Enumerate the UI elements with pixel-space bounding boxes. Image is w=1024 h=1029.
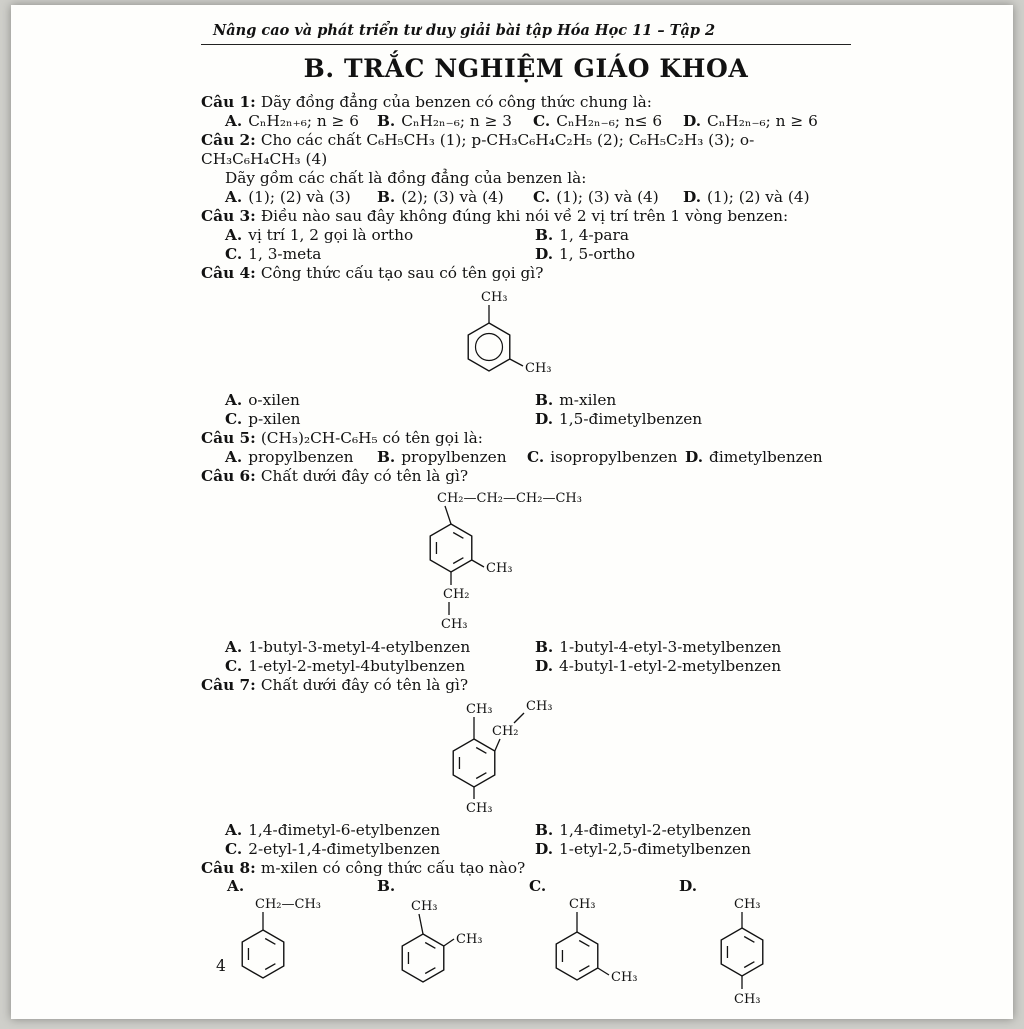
question-3-text: Điều nào sau đây không đúng khi nói về 2 vị trí trên 1 vòng benzen: bbox=[260, 207, 789, 225]
q4-option-c-text: p-xilen bbox=[248, 410, 301, 428]
question-4-number: Câu 4: bbox=[201, 264, 256, 282]
question-7-number: Câu 7: bbox=[201, 676, 256, 694]
q4-option-b-text: m-xilen bbox=[559, 391, 617, 409]
q1-option-d-text: CₙH₂ₙ₋₆; n ≥ 6 bbox=[707, 112, 818, 130]
q5-option-b-text: propylbenzen bbox=[401, 448, 507, 466]
q6-option-c-text: 1-etyl-2-metyl-4butylbenzen bbox=[248, 657, 466, 675]
question-8 bbox=[201, 859, 841, 878]
q7-option-b bbox=[535, 821, 751, 840]
q7-option-d-label: D. bbox=[535, 840, 554, 858]
q3-option-a-label: A. bbox=[225, 226, 243, 244]
q6-option-d bbox=[535, 657, 781, 676]
question-2-text-line2: Dãy gồm các chất là đồng đẳng của benzen là: bbox=[225, 169, 587, 187]
q1-option-d-label: D. bbox=[683, 112, 702, 130]
question-1 bbox=[201, 93, 841, 112]
q8c-meta-methyl-label: CH₃ bbox=[611, 970, 638, 985]
question-4-text: Công thức cấu tạo sau có tên gọi gì? bbox=[260, 264, 544, 282]
q5-option-d-text: đimetylbenzen bbox=[709, 448, 823, 466]
q4-option-b bbox=[535, 391, 616, 410]
q2-option-b-label: B. bbox=[377, 188, 396, 206]
q1-option-b-label: B. bbox=[377, 112, 396, 130]
question-1-options bbox=[201, 112, 851, 131]
q8b-top-methyl-label: CH₃ bbox=[411, 899, 438, 914]
question-1-text: Dãy đồng đẳng của benzen có công thức chung là: bbox=[260, 93, 652, 111]
q5-option-d-label: D. bbox=[685, 448, 704, 466]
q3-option-c bbox=[225, 245, 535, 264]
q8-option-b-label: B. bbox=[377, 877, 396, 895]
question-7-options-row1 bbox=[201, 821, 851, 840]
q5-option-a-label: A. bbox=[225, 448, 243, 466]
benzene-ring-kekule bbox=[453, 739, 495, 787]
q3-option-c-label: C. bbox=[225, 245, 243, 263]
question-2 bbox=[201, 131, 841, 169]
question-4-options-row1 bbox=[201, 391, 851, 410]
bond bbox=[472, 560, 484, 567]
q4-option-d-text: 1,5-đimetylbenzen bbox=[559, 410, 703, 428]
q8b-ortho-methyl-label: CH₃ bbox=[456, 932, 483, 947]
question-3-number: Câu 3: bbox=[201, 207, 256, 225]
q6-option-b-label: B. bbox=[535, 638, 554, 656]
q7-ethyl-ch2-label: CH₂ bbox=[492, 724, 519, 739]
q6-option-a-label: A. bbox=[225, 638, 243, 656]
q4-option-a-label: A. bbox=[225, 391, 243, 409]
bond bbox=[598, 968, 609, 975]
q8-option-a-label: A. bbox=[227, 877, 245, 895]
question-6-options-row2 bbox=[201, 657, 851, 676]
q3-option-d bbox=[535, 245, 635, 264]
q6-ethyl-ch2-label: CH₂ bbox=[443, 587, 470, 602]
q2-option-c-label: C. bbox=[533, 188, 551, 206]
q7-option-b-label: B. bbox=[535, 821, 554, 839]
question-7 bbox=[201, 676, 841, 695]
q8d-para-methyl-label: CH₃ bbox=[734, 992, 761, 1007]
q6-option-a bbox=[225, 638, 535, 657]
question-2-text: Cho các chất C₆H₅CH₃ (1); p-CH₃C₆H₄C₂H₅ (2); C₆H₅C₂H₃ (3); o-CH₃C₆H₄CH₃ (4) bbox=[201, 131, 755, 168]
benzene-ring-kekule bbox=[402, 934, 444, 982]
q1-option-c-label: C. bbox=[533, 112, 551, 130]
question-6-number: Câu 6: bbox=[201, 467, 256, 485]
question-8-number: Câu 8: bbox=[201, 859, 256, 877]
q2-option-b bbox=[377, 188, 533, 207]
question-5-text: (CH₃)₂CH-C₆H₅ có tên gọi là: bbox=[260, 429, 483, 447]
q1-option-a bbox=[225, 112, 377, 131]
question-2-options bbox=[201, 188, 851, 207]
q5-option-c-text: isopropylbenzen bbox=[550, 448, 678, 466]
q5-option-b bbox=[377, 448, 527, 467]
bond bbox=[514, 713, 524, 723]
q4-option-d bbox=[535, 410, 702, 429]
page-number: 4 bbox=[216, 957, 226, 975]
q3-option-b-text: 1, 4-para bbox=[559, 226, 629, 244]
q4-meta-methyl-label: CH₃ bbox=[525, 361, 552, 376]
question-8-structures bbox=[201, 878, 851, 1014]
page-content bbox=[201, 19, 851, 1014]
q6-methyl-label: CH₃ bbox=[486, 561, 513, 576]
bond bbox=[445, 506, 451, 524]
q7-top-methyl-label: CH₃ bbox=[466, 702, 493, 717]
question-5 bbox=[201, 429, 841, 448]
q4-option-c-label: C. bbox=[225, 410, 243, 428]
q5-option-b-label: B. bbox=[377, 448, 396, 466]
question-7-options-row2 bbox=[201, 840, 851, 859]
bond bbox=[419, 914, 423, 934]
q6-structure-drawing bbox=[405, 488, 635, 632]
bond bbox=[510, 359, 523, 366]
q4-top-methyl-label: CH₃ bbox=[481, 290, 508, 305]
q8-structure-b-ortho-xylene bbox=[397, 894, 507, 1012]
q3-option-c-text: 1, 3-meta bbox=[248, 245, 322, 263]
q6-structure bbox=[405, 488, 851, 636]
q4-structure bbox=[429, 285, 851, 389]
q7-ethyl-ch3-label: CH₃ bbox=[526, 699, 553, 714]
q4-structure-drawing bbox=[429, 285, 589, 385]
q8c-top-methyl-label: CH₃ bbox=[569, 897, 596, 912]
question-7-text: Chất dưới đây có tên là gì? bbox=[260, 676, 469, 694]
q1-option-c bbox=[533, 112, 683, 131]
question-3 bbox=[201, 207, 841, 226]
q2-option-d bbox=[683, 188, 810, 207]
q6-option-c bbox=[225, 657, 535, 676]
question-3-options-row1 bbox=[201, 226, 851, 245]
benzene-ring-kekule bbox=[430, 524, 472, 572]
q3-option-b bbox=[535, 226, 629, 245]
q7-option-c-text: 2-etyl-1,4-đimetylbenzen bbox=[248, 840, 441, 858]
question-3-options-row2 bbox=[201, 245, 851, 264]
q7-option-a bbox=[225, 821, 535, 840]
q6-ethyl-ch3-label: CH₃ bbox=[441, 617, 468, 632]
q3-option-d-text: 1, 5-ortho bbox=[559, 245, 636, 263]
q2-option-a-text: (1); (2) và (3) bbox=[248, 188, 351, 206]
q5-option-a-text: propylbenzen bbox=[248, 448, 354, 466]
q5-option-a bbox=[225, 448, 377, 467]
q2-option-d-text: (1); (2) và (4) bbox=[707, 188, 810, 206]
q2-option-c bbox=[533, 188, 683, 207]
q7-option-a-label: A. bbox=[225, 821, 243, 839]
q1-option-d bbox=[683, 112, 818, 131]
q7-option-c-label: C. bbox=[225, 840, 243, 858]
q5-option-c bbox=[527, 448, 685, 467]
q8d-top-methyl-label: CH₃ bbox=[734, 897, 761, 912]
q6-option-c-label: C. bbox=[225, 657, 243, 675]
q1-option-a-text: CₙH₂ₙ₊₆; n ≥ 6 bbox=[248, 112, 359, 130]
q7-structure-drawing bbox=[426, 697, 596, 815]
q1-option-b bbox=[377, 112, 533, 131]
page-header bbox=[201, 19, 851, 45]
q8-structure-d-para-xylene bbox=[716, 894, 826, 1012]
benzene-ring-kekule bbox=[556, 932, 598, 980]
question-4 bbox=[201, 264, 841, 283]
benzene-ring-kekule bbox=[242, 930, 284, 978]
q8-option-c-label: C. bbox=[529, 877, 547, 895]
q7-option-d bbox=[535, 840, 751, 859]
q5-option-c-label: C. bbox=[527, 448, 545, 466]
q3-option-d-label: D. bbox=[535, 245, 554, 263]
q6-option-d-label: D. bbox=[535, 657, 554, 675]
document-page bbox=[11, 5, 1013, 1019]
q6-option-b bbox=[535, 638, 781, 657]
q1-option-c-text: CₙH₂ₙ₋₆; n≤ 6 bbox=[556, 112, 663, 130]
q7-structure bbox=[426, 697, 851, 819]
q4-option-a bbox=[225, 391, 535, 410]
bond bbox=[444, 939, 454, 946]
q7-option-c bbox=[225, 840, 535, 859]
q2-option-b-text: (2); (3) và (4) bbox=[401, 188, 504, 206]
header-text: Nâng cao và phát triển tư duy giải bài tập Hóa Học 11 – Tập 2 bbox=[213, 22, 716, 39]
q7-option-d-text: 1-etyl-2,5-đimetylbenzen bbox=[559, 840, 751, 858]
q8-option-d-label: D. bbox=[679, 877, 698, 895]
q2-option-a bbox=[225, 188, 377, 207]
question-5-options bbox=[201, 448, 851, 467]
question-6 bbox=[201, 467, 841, 486]
q3-option-b-label: B. bbox=[535, 226, 554, 244]
q3-option-a-text: vị trí 1, 2 gọi là ortho bbox=[248, 226, 414, 244]
q7-option-a-text: 1,4-đimetyl-6-etylbenzen bbox=[248, 821, 441, 839]
q2-option-d-label: D. bbox=[683, 188, 702, 206]
benzene-ring-aromatic bbox=[468, 323, 510, 371]
q3-option-a bbox=[225, 226, 535, 245]
q5-option-d bbox=[685, 448, 823, 467]
q4-option-d-label: D. bbox=[535, 410, 554, 428]
question-8-text: m-xilen có công thức cấu tạo nào? bbox=[260, 859, 526, 877]
question-6-text: Chất dưới đây có tên là gì? bbox=[260, 467, 469, 485]
question-1-number: Câu 1: bbox=[201, 93, 256, 111]
q6-butyl-chain-label: CH₂—CH₂—CH₂—CH₃ bbox=[437, 491, 582, 506]
question-4-options-row2 bbox=[201, 410, 851, 429]
question-6-options-row1 bbox=[201, 638, 851, 657]
q1-option-b-text: CₙH₂ₙ₋₆; n ≥ 3 bbox=[401, 112, 513, 130]
bond bbox=[495, 739, 500, 751]
q7-option-b-text: 1,4-đimetyl-2-etylbenzen bbox=[559, 821, 752, 839]
question-5-number: Câu 5: bbox=[201, 429, 256, 447]
q4-option-a-text: o-xilen bbox=[248, 391, 300, 409]
q6-option-a-text: 1-butyl-3-metyl-4-etylbenzen bbox=[248, 638, 471, 656]
q6-option-b-text: 1-butyl-4-etyl-3-metylbenzen bbox=[559, 638, 782, 656]
q4-option-b-label: B. bbox=[535, 391, 554, 409]
q2-option-a-label: A. bbox=[225, 188, 243, 206]
q7-bottom-methyl-label: CH₃ bbox=[466, 801, 493, 815]
q1-option-a-label: A. bbox=[225, 112, 243, 130]
section-title: B. TRẮC NGHIỆM GIÁO KHOA bbox=[303, 54, 749, 83]
q8-structure-a-ethylbenzene bbox=[231, 894, 341, 1012]
benzene-ring-kekule bbox=[721, 928, 763, 976]
q6-option-d-text: 4-butyl-1-etyl-2-metylbenzen bbox=[559, 657, 782, 675]
q8a-ethyl-chain-label: CH₂—CH₃ bbox=[255, 897, 321, 912]
q8-structure-c-meta-xylene bbox=[551, 894, 661, 1012]
q2-option-c-text: (1); (3) và (4) bbox=[556, 188, 659, 206]
question-2-number: Câu 2: bbox=[201, 131, 256, 149]
q4-option-c bbox=[225, 410, 535, 429]
